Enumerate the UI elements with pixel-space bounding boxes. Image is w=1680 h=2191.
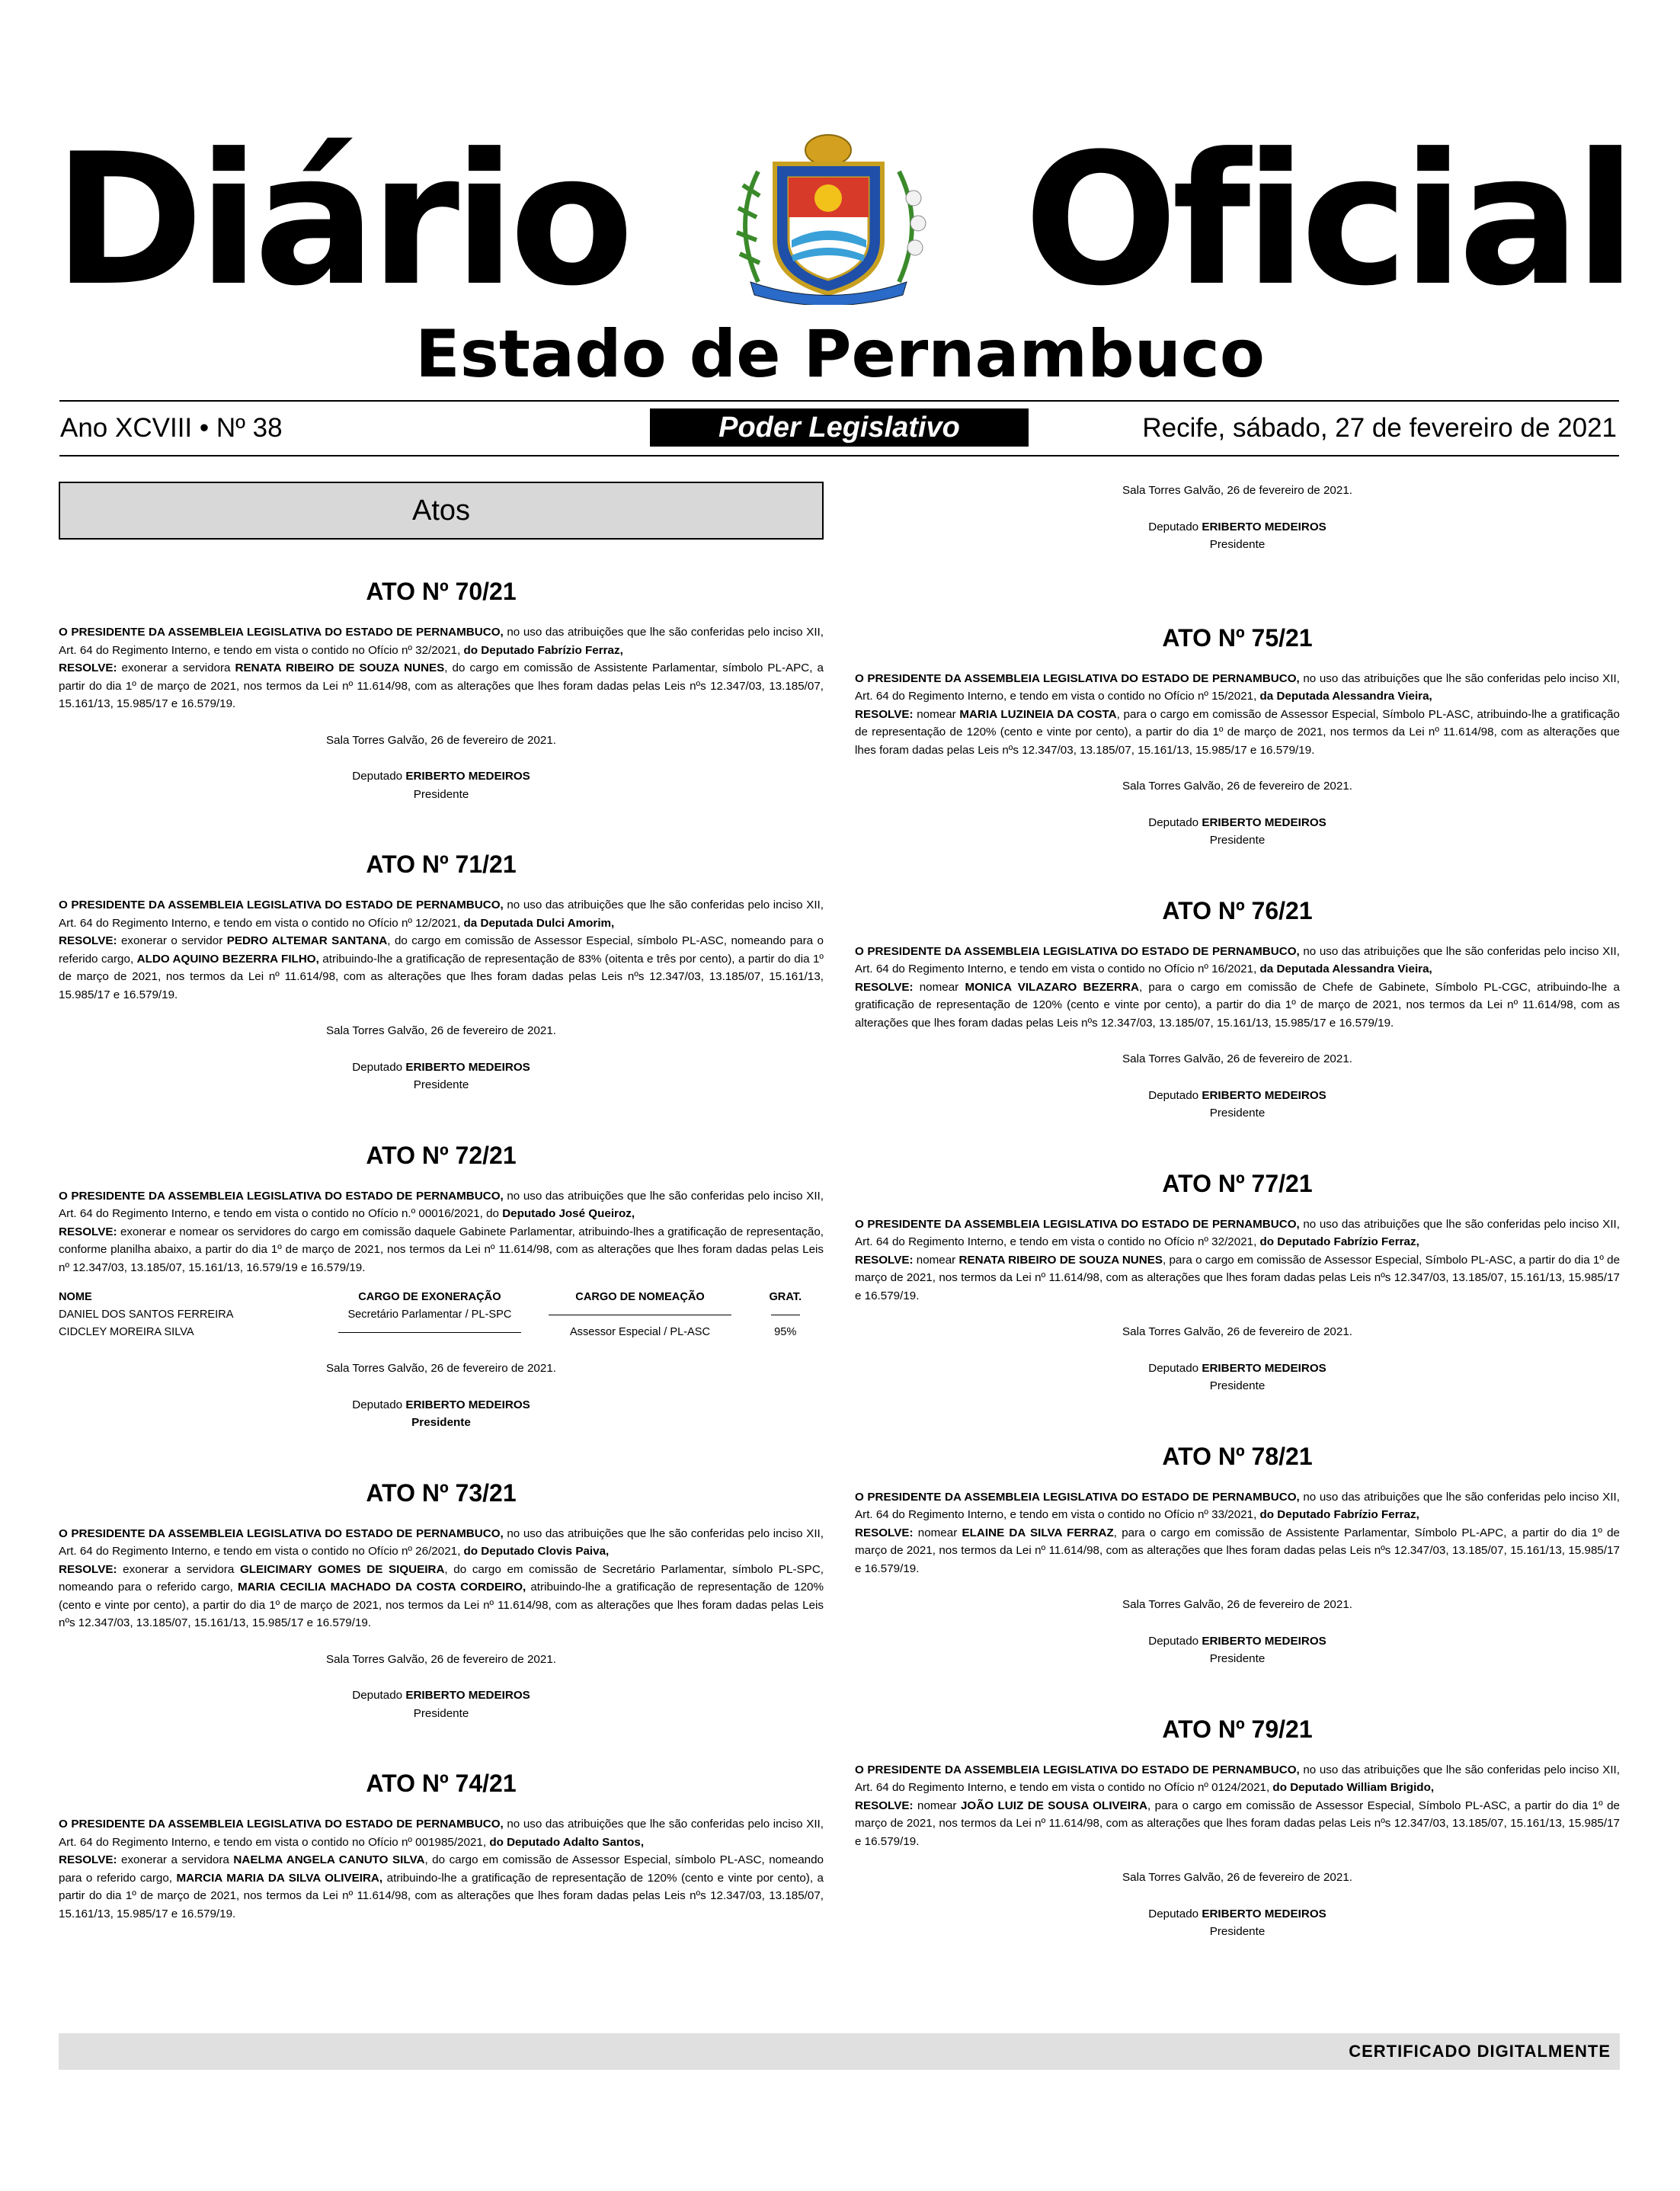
ato-body	[855, 670, 1620, 760]
ato-title: ATO Nº 72/21	[366, 1141, 517, 1169]
signature-place: Sala Torres Galvão, 26 de fevereiro de 2021.	[326, 733, 556, 747]
masthead-rule-bottom	[59, 455, 1619, 456]
signature-prefix: Deputado	[352, 1689, 406, 1702]
ato-authority: O PRESIDENTE DA ASSEMBLEIA LEGISLATIVA DO ESTADO DE PERNAMBUCO,	[855, 1490, 1300, 1504]
table-header-row	[59, 1289, 824, 1306]
table-header: CARGO DE NOMEAÇÃO	[575, 1291, 705, 1303]
ato-body	[59, 1525, 824, 1632]
signature-role: Presidente	[413, 787, 469, 801]
table-cell: Assessor Especial / PL-ASC	[569, 1326, 711, 1338]
ato-authority: O PRESIDENTE DA ASSEMBLEIA LEGISLATIVA DO ESTADO DE PERNAMBUCO,	[855, 1763, 1300, 1776]
ato-authority: O PRESIDENTE DA ASSEMBLEIA LEGISLATIVA DO ESTADO DE PERNAMBUCO,	[855, 1217, 1300, 1231]
signature-name	[855, 1360, 1620, 1378]
ato-deputy: do Deputado Fabrízio Ferraz,	[1259, 1235, 1419, 1248]
signature-name	[855, 1632, 1620, 1651]
place-date: Recife, sábado, 27 de fevereiro de 2021	[1142, 413, 1617, 443]
ato-71	[59, 849, 824, 1094]
ato-text: , do cargo em comissão de Secretário Parlamentar, símbolo PL-SPC, nomeando para o referido cargo,	[59, 1562, 824, 1594]
ato-person: MARIA LUZINEIA DA COSTA	[959, 707, 1117, 721]
signature-role-text: Presidente	[411, 1416, 471, 1429]
signature-deputy: ERIBERTO MEDEIROS	[1202, 1361, 1326, 1375]
signature-prefix: Deputado	[1148, 1361, 1202, 1375]
ato-person: ALDO AQUINO BEZERRA FILHO,	[136, 952, 319, 966]
right-column	[855, 482, 1620, 1987]
signature-role: Presidente	[1209, 1925, 1266, 1938]
ato-text: , para o cargo em comissão de Assessor Especial, Símbolo PL-ASC, a partir do dia 1º de março de 2021, nos termos da Lei nº 11.614/98, com as alterações que lhes foram dadas pelas Leis nºs 12.347/03, 13.185/07, 15.161/13, 15.985/17 e 16.579/19.	[855, 1253, 1621, 1302]
signature-name	[59, 767, 824, 786]
footer-bar	[59, 2033, 1620, 2070]
ato-resolve: RESOLVE:	[59, 661, 117, 674]
ato-78	[855, 1441, 1620, 1668]
ato-70	[59, 576, 824, 803]
masthead	[0, 0, 1680, 465]
blank-line	[338, 1332, 521, 1333]
ato-text: no uso das atribuições que lhe são conferidas pelo inciso XII, Art. 64 do Regimento Interno, e tendo em vista o contido no Ofício nº 0124/2021,	[855, 1763, 1620, 1794]
ato-text: nomear	[913, 1799, 961, 1812]
signature-name	[855, 814, 1620, 832]
ato-title: ATO Nº 78/21	[1162, 1442, 1313, 1470]
ato-resolve: RESOLVE:	[855, 707, 914, 721]
table-header: GRAT.	[769, 1291, 802, 1303]
ato-resolve: RESOLVE:	[855, 1526, 914, 1539]
table-cell-empty	[326, 1324, 533, 1341]
table-cell: CIDCLEY MOREIRA SILVA	[59, 1326, 194, 1338]
signature-role: Presidente	[1209, 1107, 1266, 1120]
signature-deputy: ERIBERTO MEDEIROS	[405, 1398, 530, 1411]
signature-deputy: ERIBERTO MEDEIROS	[1202, 1634, 1326, 1648]
ato-deputy: da Deputada Alessandra Vieira,	[1259, 963, 1432, 975]
ato-73	[59, 1478, 824, 1723]
ato-text: nomear	[913, 1253, 959, 1267]
pernambuco-coat-of-arms-icon	[728, 126, 930, 305]
ato-72	[59, 1140, 824, 1432]
ato-text: nomear	[913, 707, 960, 721]
ato-deputy: do Deputado Adalto Santos,	[489, 1835, 645, 1849]
masthead-subtitle: Estado de Pernambuco	[415, 316, 1265, 392]
ato-body	[59, 896, 824, 1004]
table-cell: DANIEL DOS SANTOS FERREIRA	[59, 1309, 234, 1321]
edition-number: Ano XCVIII • Nº 38	[60, 413, 283, 443]
signature-deputy: ERIBERTO MEDEIROS	[1202, 1907, 1326, 1920]
ato-title: ATO Nº 75/21	[1162, 623, 1313, 652]
ato-person: GLEICIMARY GOMES DE SIQUEIRA	[239, 1562, 445, 1576]
ato-body	[855, 1488, 1620, 1578]
signature-name	[59, 1396, 824, 1414]
ato-person: PEDRO ALTEMAR SANTANA	[226, 934, 388, 947]
ato-resolve: RESOLVE:	[59, 1562, 117, 1576]
ato-deputy: do Deputado Fabrízio Ferraz,	[1259, 1508, 1419, 1521]
ato-body	[59, 1187, 824, 1277]
ato-title: ATO Nº 76/21	[1162, 896, 1313, 924]
signature-role: Presidente	[413, 1706, 469, 1720]
signature-name	[59, 1059, 824, 1077]
signature-prefix: Deputado	[352, 1398, 406, 1411]
ato-person: MARCIA MARIA DA SILVA OLIVEIRA,	[176, 1871, 383, 1885]
signature-deputy: ERIBERTO MEDEIROS	[1202, 1088, 1326, 1102]
signature-name	[855, 518, 1620, 537]
power-label: Poder Legislativo	[650, 408, 1029, 447]
ato-text: no uso das atribuições que lhe são conferidas pelo inciso XII, Art. 64 do Regimento Interno, e tendo em vista o contido no Ofício nº 32/2021,	[59, 626, 824, 657]
ato-text: no uso das atribuições que lhe são conferidas pelo inciso XII, Art. 64 do Regimento Interno, e tendo em vista o contido no Ofício nº 001985/2021,	[59, 1818, 824, 1849]
signature-name	[59, 1686, 824, 1705]
certified-label: CERTIFICADO DIGITALMENTE	[1349, 2042, 1611, 2061]
signature-role: Presidente	[1209, 1652, 1266, 1665]
ato-deputy: Deputado José Queiroz,	[502, 1207, 635, 1220]
ato-authority: O PRESIDENTE DA ASSEMBLEIA LEGISLATIVA DO ESTADO DE PERNAMBUCO,	[59, 1526, 504, 1540]
ato-74-signature	[855, 482, 1620, 554]
signature-place: Sala Torres Galvão, 26 de fevereiro de 2021.	[326, 1652, 556, 1666]
ato-authority: O PRESIDENTE DA ASSEMBLEIA LEGISLATIVA DO ESTADO DE PERNAMBUCO,	[855, 671, 1300, 685]
signature-deputy: ERIBERTO MEDEIROS	[1202, 520, 1326, 533]
ato-text: atribuindo-lhe a gratificação de representação de 120% (cento e vinte por cento), a partir do dia 1º de março de 2021, nos termos da Lei nº 11.614/98, com as alterações que lhes foram dadas pelas Leis nºs 12.347/03, 13.185/07, 15.161/13, 15.985/17 e 16.579/19.	[59, 1871, 824, 1920]
signature-role: Presidente	[1209, 1379, 1266, 1392]
ato-text: no uso das atribuições que lhe são conferidas pelo inciso XII, Art. 64 do Regimento Interno, e tendo em vista o contido no Ofício nº 32/2021,	[855, 1217, 1620, 1248]
ato-text: no uso das atribuições que lhe são conferidas pelo inciso XII, Art. 64 do Regimento Interno, e tendo em vista o contido no Ofício nº 15/2021,	[855, 671, 1620, 703]
ato-text: atribuindo-lhe a gratificação de representação de 120% (cento e vinte por cento), a partir do dia 1º de março de 2021, nos termos da Lei nº 11.614/98, com as alterações que lhes foram dadas pelas Leis nºs 12.347/03, 13.185/07, 15.161/13, 15.985/17 e 16.579/19.	[59, 1581, 824, 1629]
ato-text: exonerar a servidora	[117, 1562, 240, 1576]
ato-deputy: da Deputada Alessandra Vieira,	[1259, 690, 1432, 703]
ato-authority: O PRESIDENTE DA ASSEMBLEIA LEGISLATIVA DO ESTADO DE PERNAMBUCO,	[59, 1189, 504, 1203]
staff-table	[59, 1289, 824, 1341]
ato-text: , do cargo em comissão de Assistente Parlamentar, símbolo PL-APC, a partir do dia 1º de março de 2021, nos termos da Lei nº 11.614/98, com as alterações que lhes foram dadas pelas Leis nºs 12.347/03, 13.185/07, 15.161/13, 15.985/17 e 16.579/19.	[59, 661, 824, 710]
ato-text: atribuindo-lhe a gratificação de representação de 83% (oitenta e três por cento), a partir do dia 1º de março de 2021, nos termos da Lei nº 11.614/98, com as alterações que lhes foram dadas pelas Leis nºs 12.347/03, 13.185/07, 15.161/13, 15.985/17 e 16.579/19.	[59, 952, 824, 1001]
ato-text: nomear	[913, 1526, 962, 1539]
signature-place: Sala Torres Galvão, 26 de fevereiro de 2021.	[1122, 1871, 1352, 1884]
ato-text: , para o cargo em comissão de Chefe de Gabinete, Símbolo PL-CGC, atribuindo-lhe a gratificação de representação de 120% (cento e vinte por cento), a partir do dia 1º de março de 2021, nos termos da Lei nº 11.614/98, com as alterações que lhes foram dadas pelas Leis nºs 12.347/03, 13.185/07, 15.161/13, 15.985/17 e 16.579/19.	[855, 980, 1620, 1030]
ato-text: exonerar a servidora	[117, 661, 235, 674]
table-row	[59, 1324, 824, 1341]
masthead-title-left: Diário	[53, 115, 629, 326]
ato-body	[855, 1216, 1620, 1305]
ato-text: no uso das atribuições que lhe são conferidas pelo inciso XII, Art. 64 do Regimento Interno, e tendo em vista o contido no Ofício nº 26/2021,	[59, 1526, 824, 1558]
signature-deputy: ERIBERTO MEDEIROS	[405, 1060, 530, 1074]
signature-place: Sala Torres Galvão, 26 de fevereiro de 2021.	[1122, 780, 1352, 793]
section-title: Atos	[59, 482, 824, 540]
ato-title: ATO Nº 77/21	[1162, 1169, 1313, 1197]
signature-place: Sala Torres Galvão, 26 de fevereiro de 2021.	[1122, 1598, 1352, 1611]
ato-76	[855, 895, 1620, 1123]
ato-person: MONICA VILAZARO BEZERRA	[965, 980, 1139, 994]
signature-name	[855, 1905, 1620, 1924]
ato-person: JOÃO LUIZ DE SOUSA OLIVEIRA	[960, 1799, 1147, 1812]
ato-body	[855, 1761, 1620, 1851]
ato-text: , para o cargo em comissão de Assistente Parlamentar, Símbolo PL-APC, a partir do dia 1º de março de 2021, nos termos da Lei nº 11.614/98, com as alterações que lhes foram dadas pelas Leis nºs 12.347/03, 13.185/07, 15.161/13, 15.985/17 e 16.579/19.	[855, 1526, 1621, 1575]
ato-text: no uso das atribuições que lhe são conferidas pelo inciso XII, Art. 64 do Regimento Interno, e tendo em vista o contido no Ofício n.º 00016/2021, do	[59, 1189, 824, 1220]
table-cell-empty	[533, 1306, 747, 1324]
ato-text: nomear	[913, 980, 965, 994]
ato-authority: O PRESIDENTE DA ASSEMBLEIA LEGISLATIVA DO ESTADO DE PERNAMBUCO,	[59, 899, 504, 911]
ato-title: ATO Nº 73/21	[366, 1478, 517, 1507]
signature-place: Sala Torres Galvão, 26 de fevereiro de 2021.	[326, 1024, 556, 1037]
ato-deputy: do Deputado William Brigido,	[1272, 1781, 1435, 1794]
ato-body	[59, 1815, 824, 1923]
ato-77	[855, 1168, 1620, 1395]
ato-text: , do cargo em comissão de Assessor Especial, símbolo PL-ASC, nomeando para o referido cargo,	[59, 934, 824, 966]
ato-resolve: RESOLVE:	[59, 1225, 117, 1238]
signature-deputy: ERIBERTO MEDEIROS	[1202, 815, 1326, 829]
signature-role	[59, 1414, 824, 1432]
ato-text: , para o cargo em comissão de Assessor Especial, Símbolo PL-ASC, atribuindo-lhe a gratificação de representação de 120% (cento e vinte por cento), a partir do dia 1º de março de 2021, nos termos da Lei nº 11.614/98, com as alterações que lhes foram dadas pelas Leis nºs 12.347/03, 13.185/07, 15.161/13, 15.985/17 e 16.579/19.	[855, 707, 1620, 757]
signature-prefix: Deputado	[352, 1060, 406, 1074]
signature-deputy: ERIBERTO MEDEIROS	[405, 1689, 530, 1702]
masthead-title-right: Oficial	[1023, 115, 1630, 326]
ato-text: no uso das atribuições que lhe são conferidas pelo inciso XII, Art. 64 do Regimento Interno, e tendo em vista o contido no Ofício nº 16/2021,	[855, 944, 1620, 975]
ato-text: no uso das atribuições que lhe são conferidas pelo inciso XII, Art. 64 do Regimento Interno, e tendo em vista o contido no Ofício nº 33/2021,	[855, 1490, 1620, 1521]
ato-resolve: RESOLVE:	[855, 1253, 914, 1267]
table-header: CARGO DE EXONERAÇÃO	[358, 1291, 501, 1303]
ato-resolve: RESOLVE:	[855, 1799, 914, 1812]
ato-text: exonerar e nomear os servidores do cargo em comissão daquele Gabinete Parlamentar, atribuindo-lhes a gratificação de representação, conforme planilha abaixo, a partir do dia 1º de março de 2021, nos termos da Lei nº 11.614/98, com as alterações que lhes foram dadas pelas Leis nº 12.347/03, 13.185/07, 15.161/13, 16.579/19 e 16.579/19.	[59, 1225, 824, 1274]
ato-person: ELAINE DA SILVA FERRAZ	[962, 1526, 1114, 1539]
ato-79	[855, 1714, 1620, 1941]
ato-text: , para o cargo em comissão de Assessor Especial, Símbolo PL-ASC, a partir do dia 1º de março de 2021, nos termos da Lei nº 11.614/98, com as alterações que lhes foram dadas pelas Leis nºs 12.347/03, 13.185/07, 15.161/13, 15.985/17 e 16.579/19.	[855, 1799, 1621, 1848]
ato-person: MARIA CECILIA MACHADO DA COSTA CORDEIRO,	[237, 1581, 526, 1594]
ato-title: ATO Nº 74/21	[366, 1770, 517, 1797]
ato-74	[59, 1768, 824, 1923]
ato-title: ATO Nº 79/21	[1162, 1715, 1313, 1743]
ato-75	[855, 623, 1620, 850]
ato-text: exonerar o servidor	[117, 934, 227, 947]
ato-resolve: RESOLVE:	[59, 1853, 117, 1866]
signature-prefix: Deputado	[1148, 815, 1202, 829]
ato-text: no uso das atribuições que lhe são conferidas pelo inciso XII, Art. 64 do Regimento Interno, e tendo em vista o contido no Ofício nº 12/2021,	[59, 899, 824, 930]
table-header: NOME	[59, 1291, 92, 1303]
left-column	[59, 482, 824, 1968]
signature-place: Sala Torres Galvão, 26 de fevereiro de 2021.	[1122, 1325, 1352, 1338]
signature-prefix: Deputado	[1148, 520, 1202, 533]
signature-place: Sala Torres Galvão, 26 de fevereiro de 2021.	[1122, 1052, 1352, 1065]
ato-body	[59, 623, 824, 713]
table-cell: Secretário Parlamentar / PL-SPC	[347, 1309, 512, 1321]
ato-deputy: do Deputado Fabrízio Ferraz,	[463, 643, 623, 657]
ato-authority: O PRESIDENTE DA ASSEMBLEIA LEGISLATIVA DO ESTADO DE PERNAMBUCO,	[59, 626, 504, 639]
signature-deputy: ERIBERTO MEDEIROS	[405, 770, 530, 783]
ato-body	[855, 943, 1620, 1033]
ato-person: NAELMA ANGELA CANUTO SILVA	[233, 1853, 425, 1866]
table-cell: 95%	[774, 1326, 797, 1338]
ato-text: exonerar a servidora	[117, 1853, 234, 1866]
signature-place: Sala Torres Galvão, 26 de fevereiro de 2021.	[1122, 484, 1352, 497]
masthead-rule-top	[59, 400, 1619, 402]
ato-resolve: RESOLVE:	[855, 980, 914, 994]
signature-prefix: Deputado	[1148, 1634, 1202, 1648]
ato-person: RENATA RIBEIRO DE SOUZA NUNES	[235, 661, 445, 674]
table-row	[59, 1306, 824, 1324]
ato-authority: O PRESIDENTE DA ASSEMBLEIA LEGISLATIVA DO ESTADO DE PERNAMBUCO,	[855, 944, 1300, 958]
signature-name	[855, 1087, 1620, 1105]
ato-authority: O PRESIDENTE DA ASSEMBLEIA LEGISLATIVA DO ESTADO DE PERNAMBUCO,	[59, 1818, 504, 1831]
table-cell-empty	[747, 1306, 824, 1324]
ato-text: , do cargo em comissão de Assessor Especial, símbolo PL-ASC, nomeando para o referido cargo,	[59, 1853, 824, 1885]
ato-person: RENATA RIBEIRO DE SOUZA NUNES	[958, 1253, 1163, 1267]
signature-role: Presidente	[1209, 834, 1266, 847]
signature-place: Sala Torres Galvão, 26 de fevereiro de 2021.	[326, 1362, 556, 1375]
signature-prefix: Deputado	[1148, 1907, 1202, 1920]
ato-title: ATO Nº 70/21	[366, 578, 517, 605]
ato-resolve: RESOLVE:	[59, 934, 117, 947]
ato-deputy: do Deputado Clovis Paiva,	[463, 1545, 610, 1558]
signature-role: Presidente	[413, 1078, 469, 1091]
signature-prefix: Deputado	[352, 770, 406, 783]
ato-title: ATO Nº 71/21	[366, 850, 517, 878]
signature-role: Presidente	[1209, 538, 1266, 551]
ato-deputy: da Deputada Dulci Amorim,	[463, 916, 615, 930]
signature-prefix: Deputado	[1148, 1088, 1202, 1102]
